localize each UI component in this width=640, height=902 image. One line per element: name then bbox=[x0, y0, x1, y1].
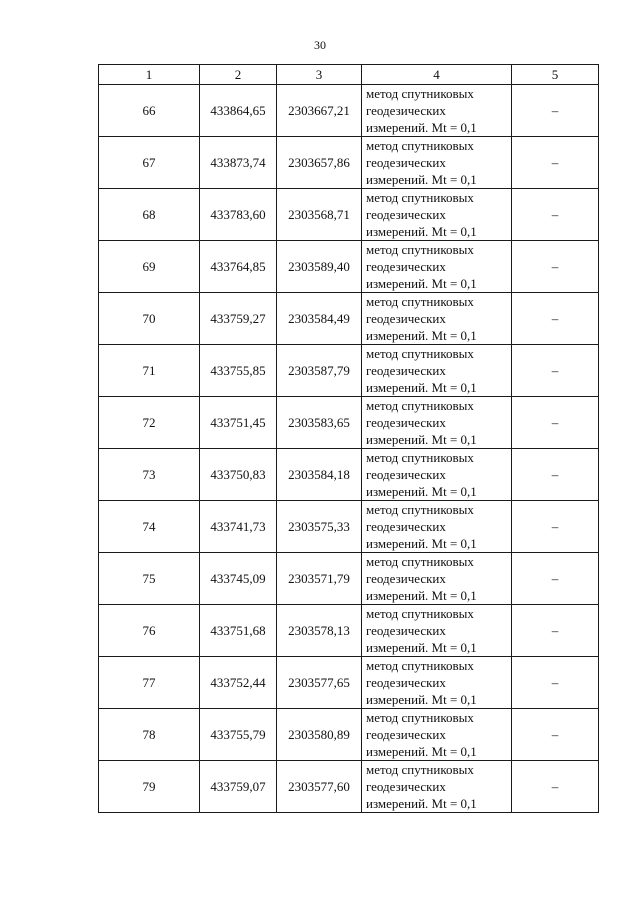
x-coordinate-cell: 433745,09 bbox=[200, 553, 277, 605]
method-line-3: измерений. Mt = 0,1 bbox=[366, 484, 477, 499]
method-line-3: измерений. Mt = 0,1 bbox=[366, 744, 477, 759]
method-line-3: измерений. Mt = 0,1 bbox=[366, 120, 477, 135]
y-coordinate-cell: 2303584,49 bbox=[277, 293, 362, 345]
x-coordinate-cell: 433755,79 bbox=[200, 709, 277, 761]
table-row bbox=[99, 137, 599, 189]
x-coordinate-cell: 433783,60 bbox=[200, 189, 277, 241]
method-line-1: метод спутниковых bbox=[366, 294, 474, 309]
method-cell bbox=[362, 761, 512, 813]
table-row bbox=[99, 85, 599, 137]
method-line-2: геодезических bbox=[366, 259, 446, 274]
note-cell: – bbox=[512, 397, 599, 449]
table-row bbox=[99, 449, 599, 501]
table-row bbox=[99, 605, 599, 657]
note-cell: – bbox=[512, 553, 599, 605]
note-cell: – bbox=[512, 85, 599, 137]
note-cell: – bbox=[512, 137, 599, 189]
method-line-2: геодезических bbox=[366, 363, 446, 378]
method-cell bbox=[362, 241, 512, 293]
note-cell: – bbox=[512, 501, 599, 553]
method-cell bbox=[362, 657, 512, 709]
coordinates-table bbox=[98, 64, 599, 813]
x-coordinate-cell: 433751,68 bbox=[200, 605, 277, 657]
method-line-3: измерений. Mt = 0,1 bbox=[366, 796, 477, 811]
method-line-2: геодезических bbox=[366, 103, 446, 118]
method-line-2: геодезических bbox=[366, 675, 446, 690]
y-coordinate-cell: 2303571,79 bbox=[277, 553, 362, 605]
y-coordinate-cell: 2303587,79 bbox=[277, 345, 362, 397]
y-coordinate-cell: 2303577,60 bbox=[277, 761, 362, 813]
note-cell: – bbox=[512, 709, 599, 761]
point-number-cell: 79 bbox=[99, 761, 200, 813]
y-coordinate-cell: 2303667,21 bbox=[277, 85, 362, 137]
note-cell: – bbox=[512, 189, 599, 241]
note-cell: – bbox=[512, 449, 599, 501]
method-line-1: метод спутниковых bbox=[366, 450, 474, 465]
y-coordinate-cell: 2303578,13 bbox=[277, 605, 362, 657]
method-cell bbox=[362, 345, 512, 397]
method-line-3: измерений. Mt = 0,1 bbox=[366, 640, 477, 655]
method-line-1: метод спутниковых bbox=[366, 710, 474, 725]
method-line-3: измерений. Mt = 0,1 bbox=[366, 380, 477, 395]
y-coordinate-cell: 2303577,65 bbox=[277, 657, 362, 709]
point-number-cell: 75 bbox=[99, 553, 200, 605]
method-line-3: измерений. Mt = 0,1 bbox=[366, 328, 477, 343]
point-number-cell: 71 bbox=[99, 345, 200, 397]
y-coordinate-cell: 2303583,65 bbox=[277, 397, 362, 449]
table-row bbox=[99, 241, 599, 293]
method-line-1: метод спутниковых bbox=[366, 762, 474, 777]
table-row bbox=[99, 761, 599, 813]
table-row bbox=[99, 709, 599, 761]
method-line-3: измерений. Mt = 0,1 bbox=[366, 172, 477, 187]
method-line-2: геодезических bbox=[366, 519, 446, 534]
method-line-1: метод спутниковых bbox=[366, 86, 474, 101]
point-number-cell: 72 bbox=[99, 397, 200, 449]
method-line-1: метод спутниковых bbox=[366, 554, 474, 569]
method-line-2: геодезических bbox=[366, 467, 446, 482]
table-header-row bbox=[99, 65, 599, 85]
page-number: 30 bbox=[314, 38, 326, 52]
header-col-3: 3 bbox=[277, 65, 362, 85]
method-cell bbox=[362, 189, 512, 241]
method-line-1: метод спутниковых bbox=[366, 502, 474, 517]
method-line-2: геодезических bbox=[366, 727, 446, 742]
method-cell bbox=[362, 397, 512, 449]
method-line-3: измерений. Mt = 0,1 bbox=[366, 536, 477, 551]
method-line-2: геодезических bbox=[366, 155, 446, 170]
method-line-1: метод спутниковых bbox=[366, 658, 474, 673]
table-row bbox=[99, 189, 599, 241]
table-row bbox=[99, 293, 599, 345]
table-row bbox=[99, 657, 599, 709]
method-line-3: измерений. Mt = 0,1 bbox=[366, 588, 477, 603]
method-cell bbox=[362, 709, 512, 761]
note-cell: – bbox=[512, 657, 599, 709]
method-line-2: геодезических bbox=[366, 207, 446, 222]
method-line-3: измерений. Mt = 0,1 bbox=[366, 432, 477, 447]
y-coordinate-cell: 2303575,33 bbox=[277, 501, 362, 553]
x-coordinate-cell: 433751,45 bbox=[200, 397, 277, 449]
y-coordinate-cell: 2303584,18 bbox=[277, 449, 362, 501]
note-cell: – bbox=[512, 761, 599, 813]
y-coordinate-cell: 2303580,89 bbox=[277, 709, 362, 761]
table-row bbox=[99, 501, 599, 553]
method-line-2: геодезических bbox=[366, 623, 446, 638]
method-line-3: измерений. Mt = 0,1 bbox=[366, 224, 477, 239]
x-coordinate-cell: 433741,73 bbox=[200, 501, 277, 553]
method-line-3: измерений. Mt = 0,1 bbox=[366, 692, 477, 707]
header-col-1: 1 bbox=[99, 65, 200, 85]
method-cell bbox=[362, 137, 512, 189]
table-row bbox=[99, 397, 599, 449]
method-line-2: геодезических bbox=[366, 415, 446, 430]
x-coordinate-cell: 433764,85 bbox=[200, 241, 277, 293]
header-col-4: 4 bbox=[362, 65, 512, 85]
point-number-cell: 78 bbox=[99, 709, 200, 761]
point-number-cell: 67 bbox=[99, 137, 200, 189]
point-number-cell: 74 bbox=[99, 501, 200, 553]
x-coordinate-cell: 433759,27 bbox=[200, 293, 277, 345]
point-number-cell: 66 bbox=[99, 85, 200, 137]
point-number-cell: 69 bbox=[99, 241, 200, 293]
table-row bbox=[99, 553, 599, 605]
table-row bbox=[99, 345, 599, 397]
method-cell bbox=[362, 293, 512, 345]
method-line-1: метод спутниковых bbox=[366, 138, 474, 153]
method-cell bbox=[362, 553, 512, 605]
x-coordinate-cell: 433755,85 bbox=[200, 345, 277, 397]
point-number-cell: 73 bbox=[99, 449, 200, 501]
x-coordinate-cell: 433873,74 bbox=[200, 137, 277, 189]
method-cell bbox=[362, 449, 512, 501]
method-line-1: метод спутниковых bbox=[366, 190, 474, 205]
x-coordinate-cell: 433864,65 bbox=[200, 85, 277, 137]
method-cell bbox=[362, 605, 512, 657]
method-cell bbox=[362, 85, 512, 137]
note-cell: – bbox=[512, 241, 599, 293]
header-col-2: 2 bbox=[200, 65, 277, 85]
point-number-cell: 68 bbox=[99, 189, 200, 241]
method-line-2: геодезических bbox=[366, 311, 446, 326]
x-coordinate-cell: 433750,83 bbox=[200, 449, 277, 501]
x-coordinate-cell: 433759,07 bbox=[200, 761, 277, 813]
point-number-cell: 70 bbox=[99, 293, 200, 345]
y-coordinate-cell: 2303568,71 bbox=[277, 189, 362, 241]
note-cell: – bbox=[512, 345, 599, 397]
method-line-1: метод спутниковых bbox=[366, 346, 474, 361]
method-line-3: измерений. Mt = 0,1 bbox=[366, 276, 477, 291]
method-line-2: геодезических bbox=[366, 571, 446, 586]
method-cell bbox=[362, 501, 512, 553]
method-line-1: метод спутниковых bbox=[366, 242, 474, 257]
x-coordinate-cell: 433752,44 bbox=[200, 657, 277, 709]
note-cell: – bbox=[512, 293, 599, 345]
point-number-cell: 77 bbox=[99, 657, 200, 709]
note-cell: – bbox=[512, 605, 599, 657]
method-line-1: метод спутниковых bbox=[366, 398, 474, 413]
y-coordinate-cell: 2303589,40 bbox=[277, 241, 362, 293]
header-col-5: 5 bbox=[512, 65, 599, 85]
method-line-1: метод спутниковых bbox=[366, 606, 474, 621]
y-coordinate-cell: 2303657,86 bbox=[277, 137, 362, 189]
point-number-cell: 76 bbox=[99, 605, 200, 657]
method-line-2: геодезических bbox=[366, 779, 446, 794]
